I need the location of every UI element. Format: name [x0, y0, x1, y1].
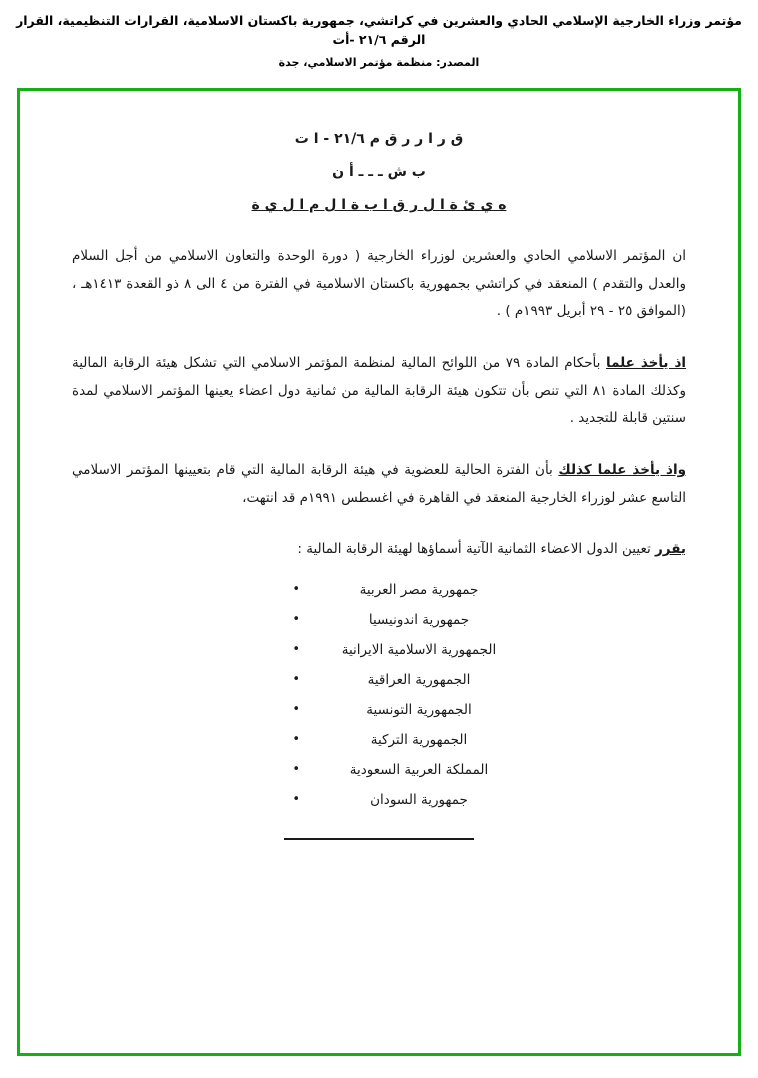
bullet-icon: • [292, 672, 302, 688]
country-name: الجمهورية التركية [370, 731, 468, 748]
decree-number: ق ر ا ر ر ق م ٢١/٦ - ا ت [294, 131, 464, 147]
bullet-icon: • [292, 612, 302, 628]
paragraph-noting-first [72, 350, 686, 433]
list-item [72, 640, 686, 661]
list-item [72, 580, 686, 601]
list-item [72, 790, 686, 811]
paragraph-lead: واذ يأخذ علما كذلك [558, 462, 687, 479]
header-source: المصدر: منظمة مؤتمر الاسلامي، جدة [278, 55, 480, 69]
bullet-icon: • [292, 732, 302, 748]
footer-divider [284, 838, 474, 840]
list-item [72, 610, 686, 631]
country-name: جمهورية مصر العربية [359, 582, 479, 599]
bullet-icon: • [292, 761, 302, 777]
list-item [72, 670, 686, 691]
decree-subject: ه ي ئ ة ا ل ر ق ا ب ة ا ل م ا ل ي ة [251, 197, 507, 213]
list-item [72, 730, 686, 751]
paragraph-decides [72, 536, 686, 564]
paragraph-text: بأحكام المادة ٧٩ من اللوائح المالية لمنظمة المؤتمر الاسلامي التي تشكل هيئة الرقابة المالية وكذلك المادة ٨١ التي تنص بأن تتكون هيئة الرقابة المالية من ثمانية دول اعضاء يعينها المؤتمر الاسلامي لمدة سنتين قابلة للتجديد . [72, 355, 686, 427]
country-name: المملكة العربية السعودية [349, 761, 489, 778]
country-name: جمهورية السودان [370, 791, 468, 808]
bullet-icon: • [292, 582, 302, 598]
list-item [72, 700, 686, 721]
document-body [20, 91, 738, 840]
country-name: الجمهورية العراقية [367, 671, 471, 688]
country-list [72, 580, 686, 810]
bullet-icon: • [292, 642, 302, 658]
paragraph-text: تعيين الدول الاعضاء الثمانية الآتية أسماؤها لهيئة الرقابة المالية : [297, 541, 651, 558]
header-title: مؤتمر وزراء الخارجية الإسلامي الحادي والعشرين في كراتشي، جمهورية باكستان الاسلامية، القرارات التنظيمية، القرار الرقم ٢١/٦ -أت [16, 13, 742, 47]
paragraph-lead: اذ يأخذ علما [606, 355, 687, 372]
paragraph-text: بأن الفترة الحالية للعضوية في هيئة الرقابة المالية التي قام بتعيينها المؤتمر الاسلامي التاسع عشر لوزراء الخارجية المنعقد في القاهرة في اغسطس ١٩٩١م قد انتهت، [72, 462, 686, 506]
country-name: جمهورية اندونيسيا [368, 611, 470, 628]
bullet-icon: • [292, 702, 302, 718]
country-name: الجمهورية التونسية [366, 701, 472, 718]
list-item [72, 760, 686, 781]
decree-about-label: ب ش ـ ـ ـ أ ن [332, 164, 426, 180]
paragraph-preamble [72, 243, 686, 326]
bullet-icon: • [292, 791, 302, 807]
paragraph-lead: يقرر [655, 541, 686, 558]
paragraph-text: ان المؤتمر الاسلامي الحادي والعشرين لوزراء الخارجية ( دورة الوحدة والتعاون الاسلامي من أجل السلام والعدل والتقدم ) المنعقد في كراتشي بجمهورية باكستان الاسلامية في الفترة من ٤ الى ٨ ذو القعدة ١٤١٣هـ ،(الموافق ٢٥ - ٢٩ أبريل ١٩٩٣م ) . [72, 248, 686, 320]
paragraph-noting-second [72, 457, 686, 512]
document-header [0, 0, 758, 69]
country-name: الجمهورية الاسلامية الايرانية [341, 641, 497, 658]
document-page-frame [17, 88, 741, 1056]
